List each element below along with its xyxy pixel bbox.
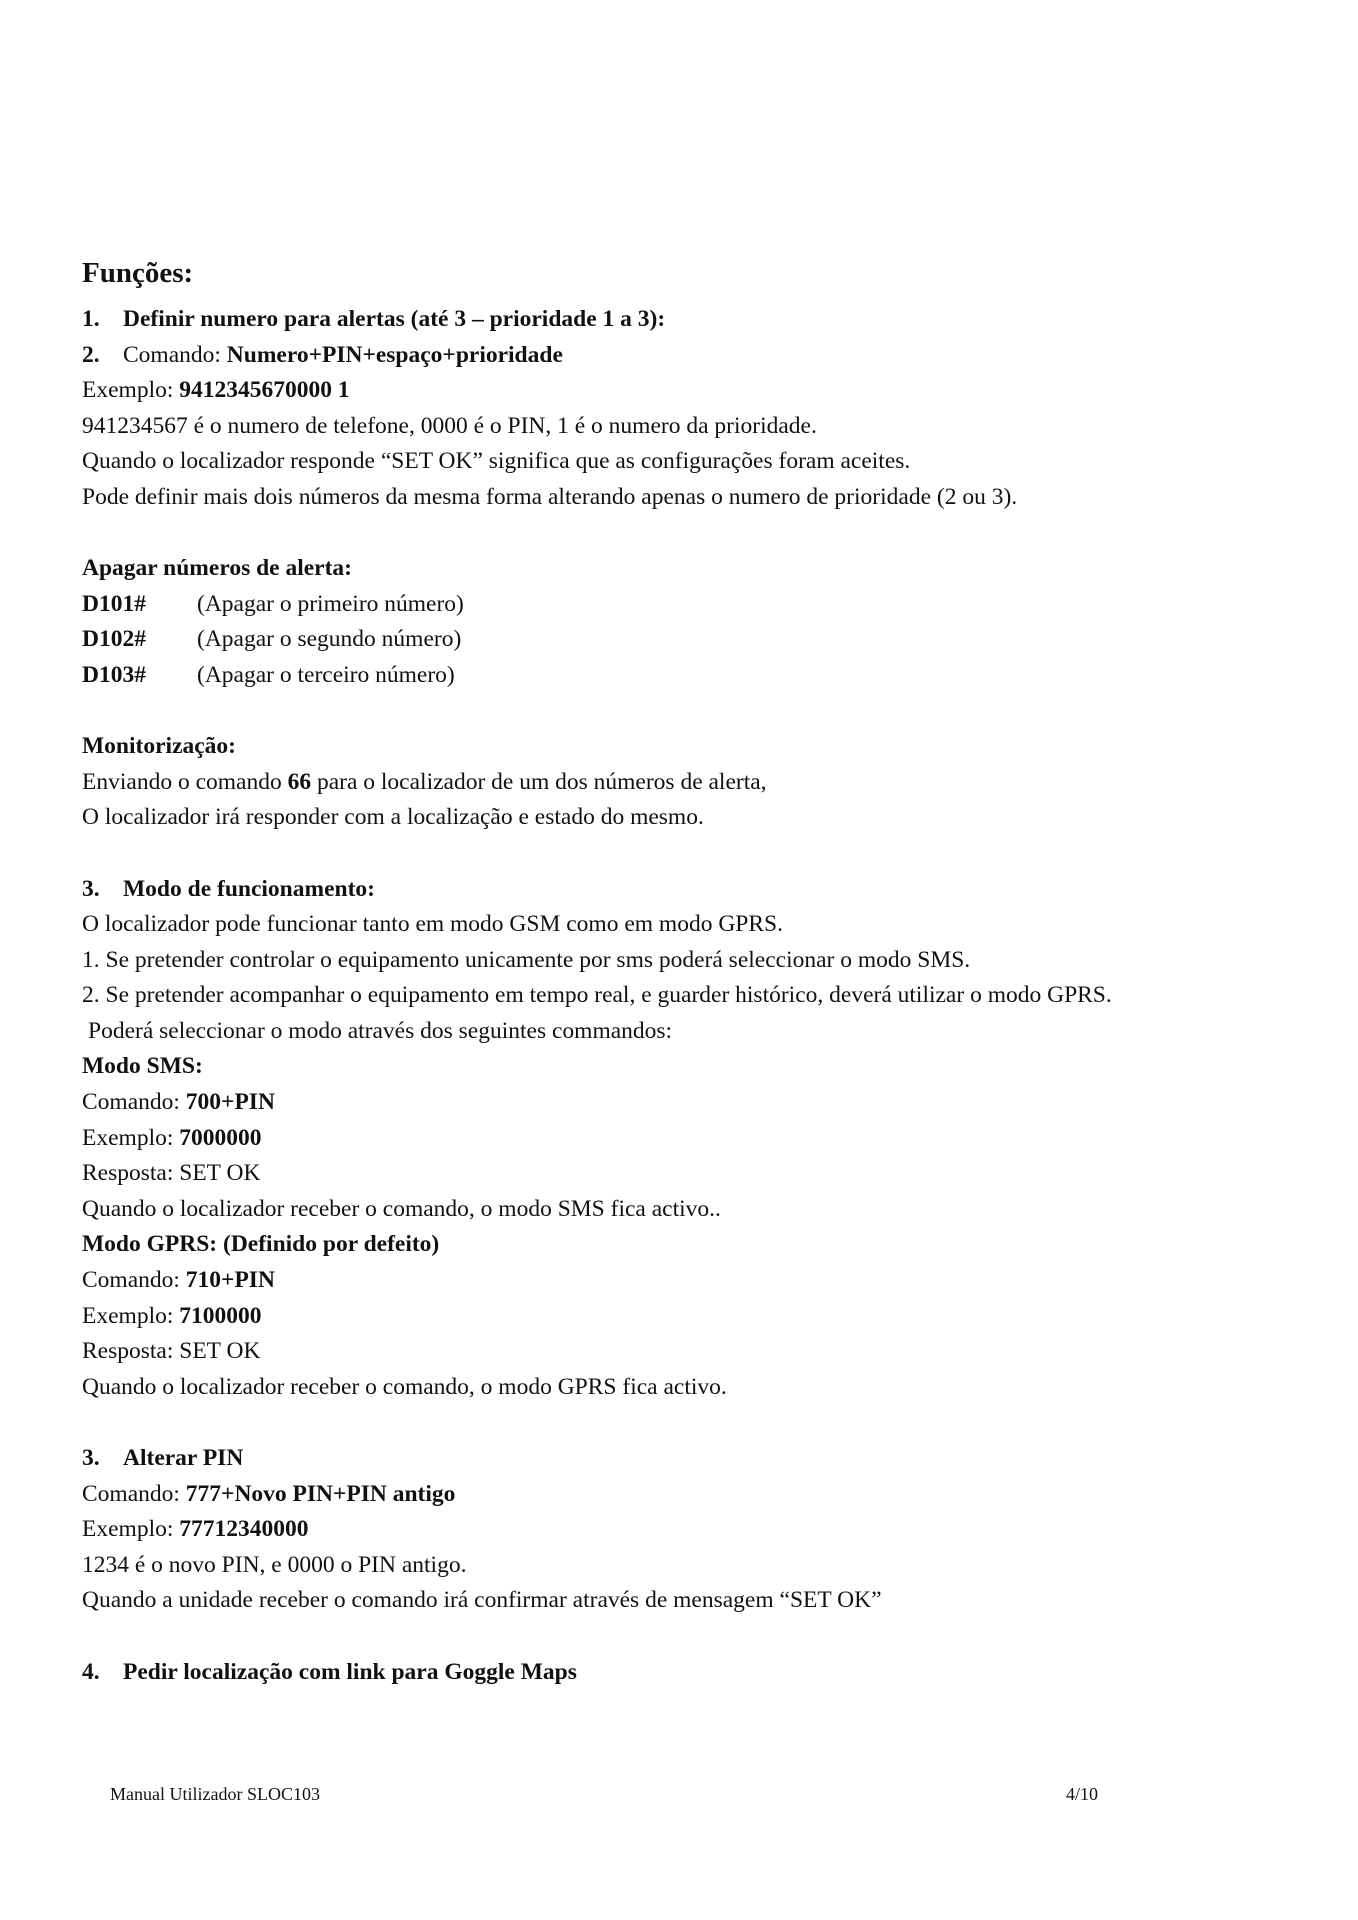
footer-page-number: 4/10 (1066, 1784, 1099, 1804)
list-number: 4. (82, 1658, 100, 1685)
section-heading-google-maps (82, 1655, 1192, 1691)
delete-description: (Apagar o terceiro número) (197, 661, 455, 688)
gprs-note-line: Quando o localizador receber o comando, o modo GPRS fica activo. (82, 1373, 727, 1400)
spacer (82, 1619, 1192, 1655)
monitor-text: para o localizador de um dos números de alerta, (311, 768, 767, 795)
explain-line: 941234567 é o numero de telefone, 0000 é o PIN, 1 é o numero da prioridade. (82, 412, 817, 439)
section-heading-mode (82, 872, 1192, 908)
delete-item (82, 658, 1192, 694)
section-heading-change-pin (82, 1441, 1192, 1477)
gprs-command-line (82, 1263, 1192, 1299)
pin-command-line (82, 1477, 1192, 1513)
subheading-gprs-mode: Modo GPRS: (Definido por defeito) (82, 1231, 440, 1258)
gprs-response-line: Resposta: SET OK (82, 1338, 261, 1365)
sms-example-line (82, 1121, 1192, 1157)
footer-document-name: Manual Utilizador SLOC103 (110, 1784, 320, 1804)
mode-select-note: Poderá seleccionar o modo através dos seguintes commandos: (88, 1017, 673, 1044)
list-item-command (82, 338, 1192, 374)
spacer (82, 516, 1192, 552)
delete-command: D101# (82, 590, 146, 617)
page-content (82, 256, 1192, 1690)
more-numbers-note: Pode definir mais dois números da mesma forma alterando apenas o numero de prioridade (2 ou 3). (82, 483, 1018, 510)
monitor-text: Enviando o comando (82, 768, 288, 795)
mode-option-1: 1. Se pretender controlar o equipamento unicamente por sms poderá seleccionar o modo SMS. (82, 946, 971, 973)
pin-example-line (82, 1512, 1192, 1548)
sms-response-line: Resposta: SET OK (82, 1160, 261, 1187)
delete-description: (Apagar o primeiro número) (197, 590, 464, 617)
delete-item (82, 587, 1192, 623)
heading-text: Pedir localização com link para Goggle Maps (123, 1658, 577, 1685)
section-heading-delete: Apagar números de alerta: (82, 555, 353, 582)
example-line (82, 373, 1192, 409)
pin-explain-line: 1234 é o novo PIN, e 0000 o PIN antigo. (82, 1551, 467, 1578)
mode-option-2: 2. Se pretender acompanhar o equipamento em tempo real, e guarder histórico, deverá utilizar o modo GPRS. (82, 982, 1112, 1009)
sms-command-line (82, 1085, 1192, 1121)
example-value: 7000000 (179, 1124, 262, 1151)
list-item-define-alert-numbers (82, 302, 1192, 338)
mode-intro: O localizador pode funcionar tanto em modo GSM como em modo GPRS. (82, 911, 783, 938)
monitor-command: 66 (287, 768, 312, 795)
command-value: 710+PIN (185, 1267, 275, 1294)
spacer (82, 1405, 1192, 1441)
heading-text: Modo de funcionamento: (123, 875, 375, 902)
sms-note-line: Quando o localizador receber o comando, o modo SMS fica activo.. (82, 1195, 721, 1222)
list-item-text: Definir numero para alertas (até 3 – prioridade 1 a 3): (123, 306, 666, 332)
list-number: 3. (82, 1445, 100, 1471)
example-label: Exemplo: (82, 1516, 180, 1543)
gprs-example-line (82, 1299, 1192, 1335)
example-label: Exemplo: (82, 377, 180, 404)
monitor-line-2: O localizador irá responder com a localização e estado do mesmo. (82, 804, 704, 831)
command-value: 700+PIN (185, 1089, 275, 1116)
example-label: Exemplo: (82, 1124, 180, 1151)
list-number: 3. (82, 875, 100, 902)
example-value: 77712340000 (179, 1516, 309, 1543)
command-label: Comando: (123, 341, 227, 368)
spacer (82, 836, 1192, 872)
example-label: Exemplo: (82, 1302, 180, 1329)
command-label: Comando: (82, 1267, 186, 1294)
delete-command: D102# (82, 626, 146, 653)
command-label: Comando: (82, 1480, 186, 1507)
response-note: Quando o localizador responde “SET OK” significa que as configurações foram aceites. (82, 448, 911, 475)
monitor-line-1 (82, 765, 1192, 801)
delete-item (82, 622, 1192, 658)
list-number: 1. (82, 306, 100, 332)
example-value: 7100000 (179, 1302, 262, 1329)
page-title: Funções: (82, 257, 194, 289)
list-number: 2. (82, 341, 100, 368)
subheading-sms-mode: Modo SMS: (82, 1053, 203, 1080)
command-value: Numero+PIN+espaço+prioridade (226, 341, 563, 368)
section-heading-monitor: Monitorização: (82, 733, 237, 760)
heading-text: Alterar PIN (123, 1445, 244, 1471)
command-label: Comando: (82, 1089, 186, 1116)
spacer (82, 694, 1192, 730)
pin-confirm-line: Quando a unidade receber o comando irá confirmar através de mensagem “SET OK” (82, 1587, 882, 1614)
delete-description: (Apagar o segundo número) (197, 626, 462, 653)
delete-command: D103# (82, 661, 146, 688)
command-value: 777+Novo PIN+PIN antigo (185, 1480, 456, 1507)
example-value: 9412345670000 1 (179, 377, 350, 404)
